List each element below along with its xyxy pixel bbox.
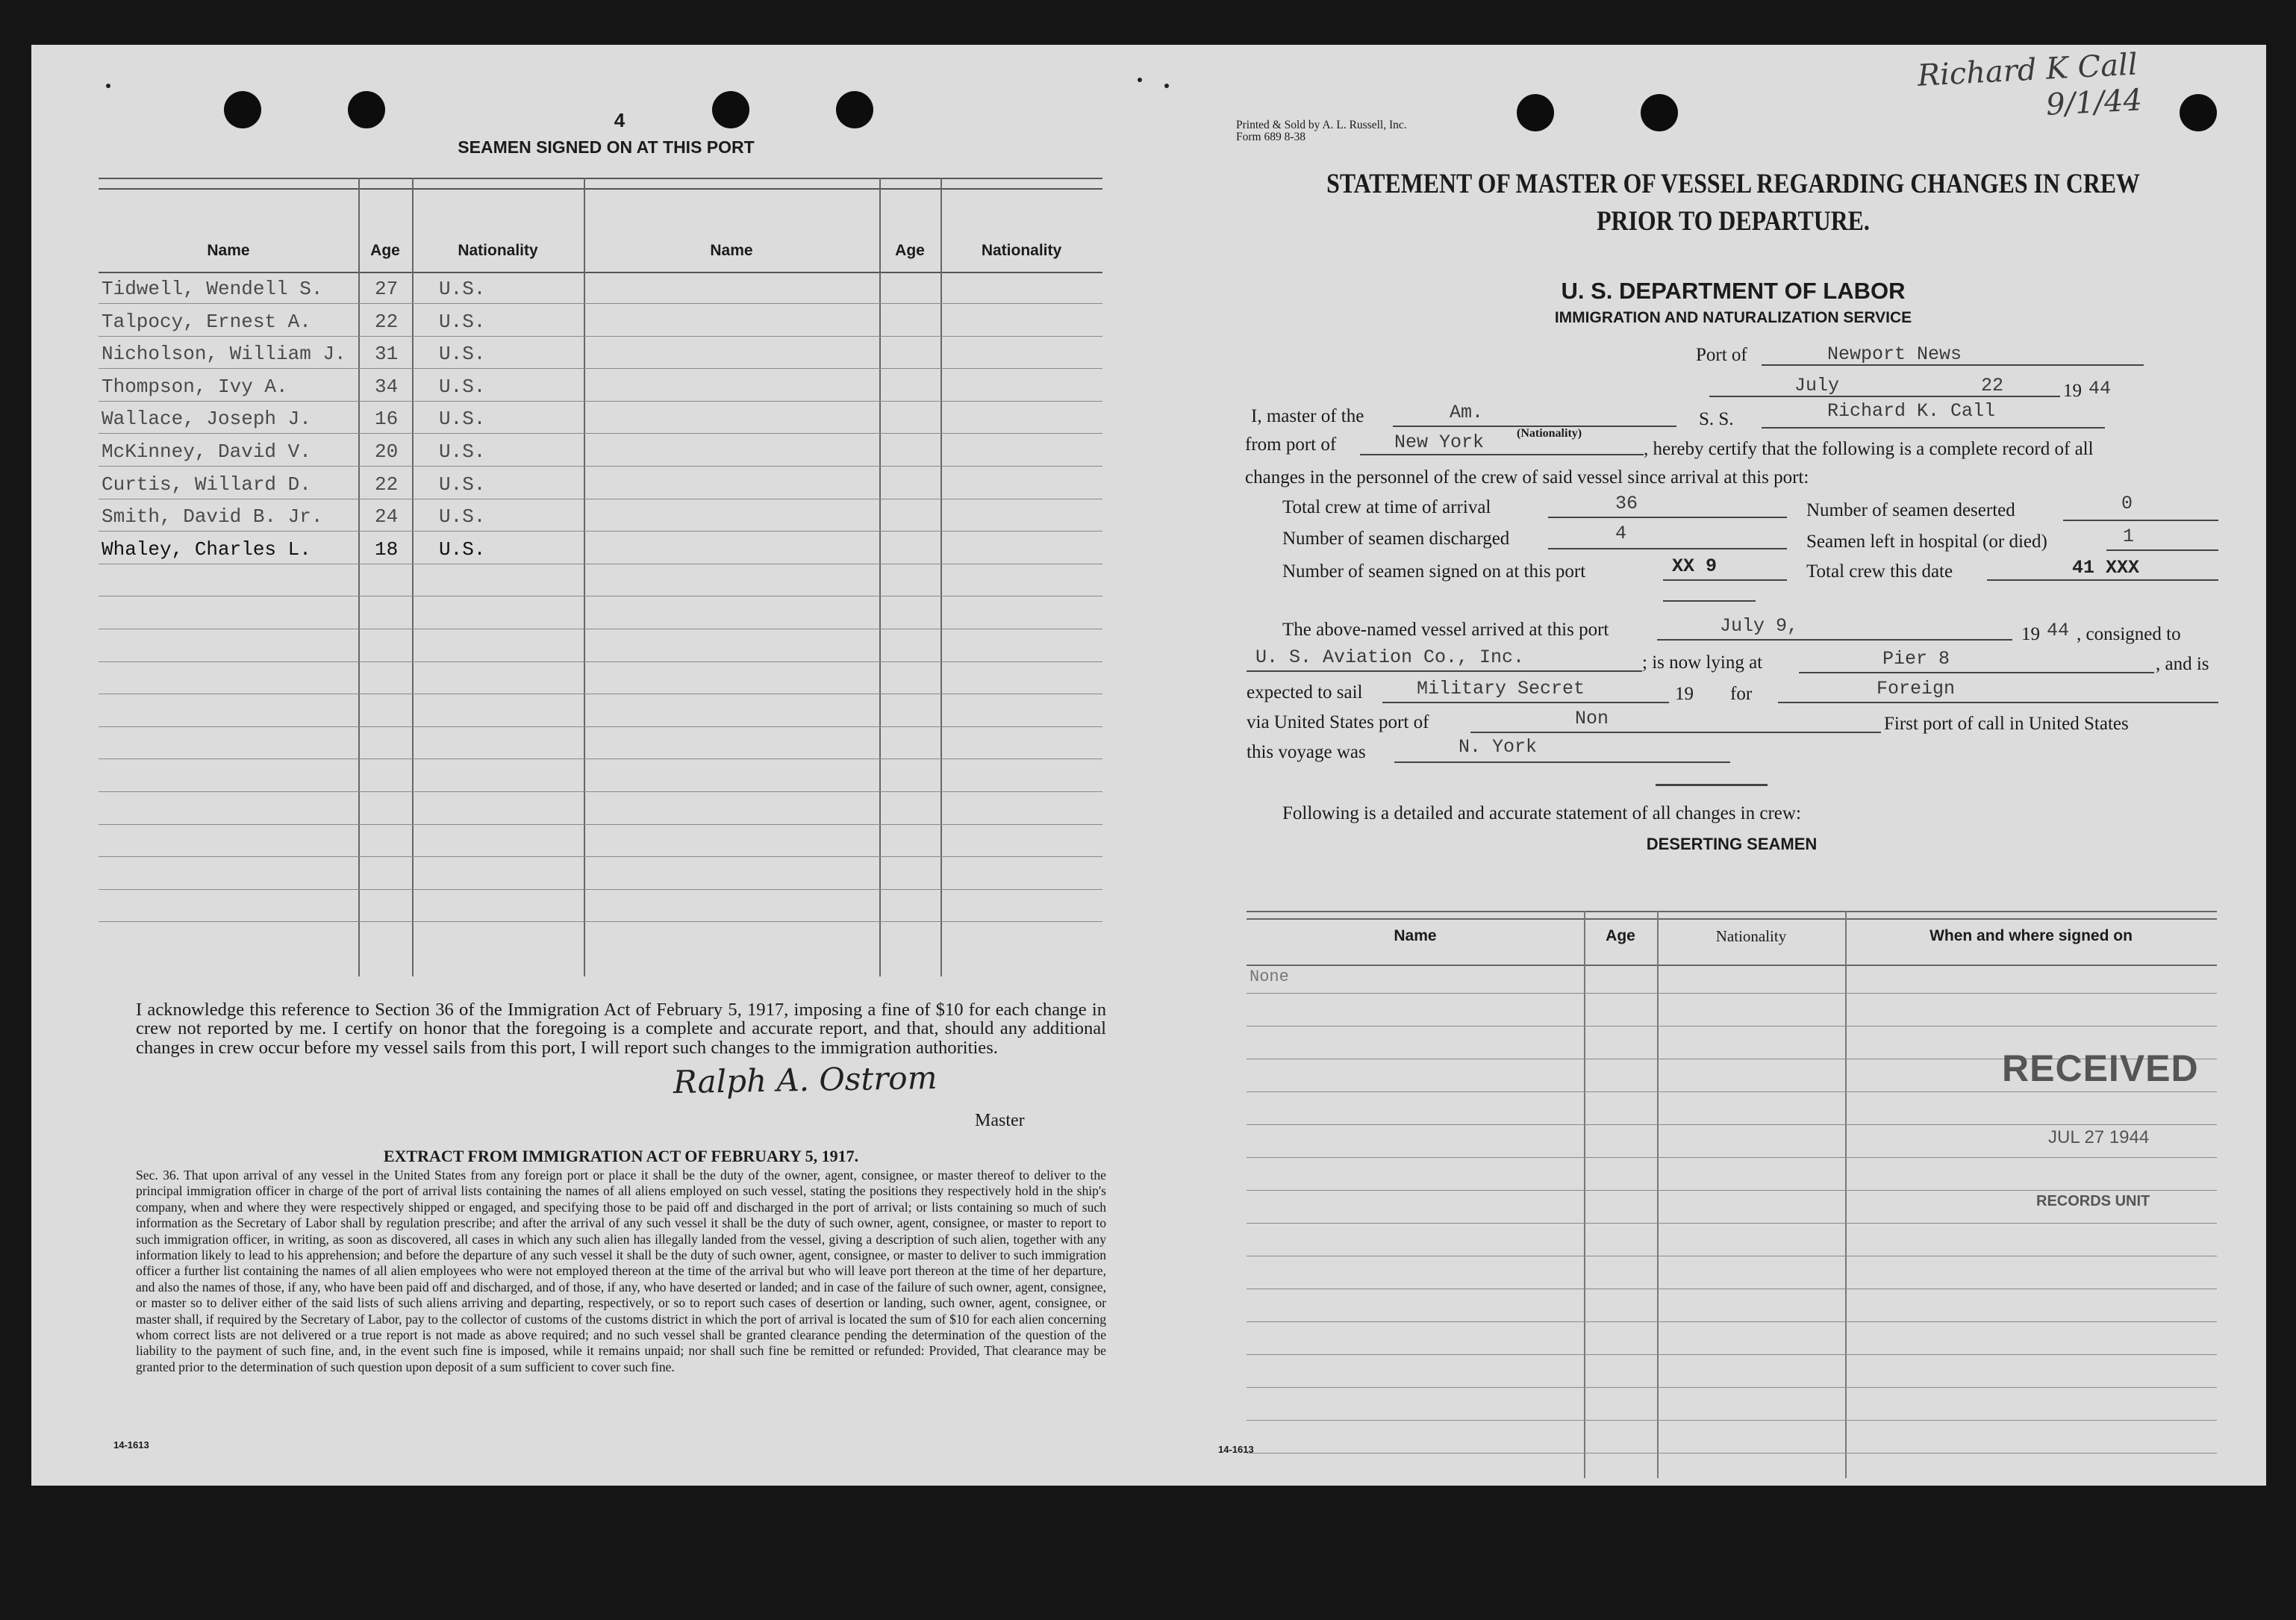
consignee-line (1247, 670, 1642, 672)
table-row (99, 469, 1102, 502)
col-header-nationality-2: Nationality (981, 242, 1062, 259)
deserted-value: 0 (2121, 493, 2133, 514)
form-title-line-2: PRIOR TO DEPARTURE. (1597, 206, 1870, 237)
ship-name-line (1762, 427, 2105, 429)
discharged-value: 4 (1615, 523, 1627, 544)
table-row (99, 501, 1102, 534)
following-text: Following is a detailed and accurate statement of all changes in crew: (1282, 803, 1801, 823)
date-day: 22 (1981, 375, 2004, 396)
arrived-line (1657, 639, 2012, 641)
crew-nationality: U.S. (439, 278, 486, 300)
signed-on-line (1663, 579, 1787, 581)
date-line (1709, 396, 2060, 397)
port-value: Newport News (1827, 343, 1962, 365)
crew-age: 20 (375, 440, 399, 463)
handwritten-ship-name: Richard K Call (1916, 47, 2139, 93)
signed-on-value: XX 9 (1672, 555, 1718, 577)
deserted-line (2063, 520, 2218, 521)
hospital-value: 1 (2123, 526, 2135, 547)
table-rule (1247, 1091, 2217, 1092)
for-value: Foreign (1877, 678, 1956, 700)
service-name: IMMIGRATION AND NATURALIZATION SERVICE (1554, 309, 1912, 326)
expected-line (1382, 702, 1669, 703)
ss-label: S. S. (1699, 409, 1734, 429)
crew-name: Talpocy, Ernest A. (102, 310, 311, 333)
table-rule (99, 758, 1102, 759)
consignee-value: U. S. Aviation Co., Inc. (1255, 647, 1525, 668)
dust-speck (106, 84, 110, 88)
table-rule (99, 661, 1102, 662)
table-rule (99, 824, 1102, 825)
arrived-label: The above-named vessel arrived at this port (1282, 620, 1609, 640)
expected-value: Military Secret (1417, 678, 1585, 700)
crew-name: McKinney, David V. (102, 440, 311, 463)
crew-name: Tidwell, Wendell S. (102, 278, 323, 300)
table-rule (99, 921, 1102, 922)
date-month: July (1794, 375, 1840, 396)
crew-name: Curtis, Willard D. (102, 473, 311, 496)
consigned-label: , consigned to (2077, 624, 2181, 644)
table-rule (1247, 1420, 2217, 1421)
punch-hole (1517, 94, 1554, 131)
received-stamp-date: JUL 27 1944 (2048, 1127, 2150, 1147)
signed-on-double-line (1663, 600, 1756, 602)
this-voyage-label: this voyage was (1247, 742, 1366, 762)
col-header-when-where: When and where signed on (1930, 927, 2133, 944)
crew-nationality: U.S. (439, 375, 486, 398)
total-crew-arrival-line (1548, 517, 1787, 518)
crew-age: 24 (375, 505, 399, 529)
table-row (99, 436, 1102, 469)
page-number: 4 (614, 109, 626, 131)
crew-age: 22 (375, 310, 399, 333)
hospital-line (2106, 549, 2218, 551)
col-header-name: Name (1394, 927, 1437, 944)
col-header-nationality: Nationality (458, 242, 538, 259)
table-rule (1247, 1190, 2217, 1191)
ship-name-value: Richard K. Call (1827, 400, 1996, 422)
punch-hole (836, 91, 873, 128)
total-crew-arrival-label: Total crew at time of arrival (1282, 497, 1491, 517)
table-rule (99, 726, 1102, 727)
total-crew-arrival-value: 36 (1615, 493, 1638, 514)
master-of-label: I, master of the (1251, 406, 1364, 426)
table-row (99, 534, 1102, 567)
printer-credit (1236, 119, 1407, 143)
col-header-name: Name (207, 242, 250, 259)
crew-age: 18 (375, 538, 399, 561)
master-signature: Ralph A. Ostrom (673, 1059, 938, 1101)
punch-hole (712, 91, 749, 128)
col-header-age: Age (370, 242, 400, 259)
total-crew-date-label: Total crew this date (1806, 561, 1953, 582)
left-heading: SEAMEN SIGNED ON AT THIS PORT (458, 137, 755, 157)
table-row (99, 403, 1102, 436)
total-crew-date-value: 41 XXX (2072, 557, 2140, 579)
crew-nationality: U.S. (439, 440, 486, 463)
punch-hole (2180, 94, 2217, 131)
for-line (1778, 702, 2218, 703)
expected-year: 19 (1675, 684, 1694, 704)
from-port-line (1360, 454, 1644, 455)
via-label: via United States port of (1247, 712, 1429, 732)
crew-nationality: U.S. (439, 505, 486, 529)
deserting-heading: DESERTING SEAMEN (1646, 835, 1818, 853)
punch-hole (348, 91, 385, 128)
certify-text: , hereby certify that the following is a complete record of all (1644, 439, 2094, 459)
port-label: Port of (1696, 345, 1747, 365)
crew-nationality: U.S. (439, 473, 486, 496)
first-port-label: First port of call in United States (1884, 714, 2129, 734)
seamen-signed-on-table (99, 178, 1102, 976)
acknowledgement-text: I acknowledge this reference to Section 36 of the Immigration Act of February 5, 1917, imposing a fine of $10 for each change in crew not reported by me. I certify on honor that the foregoing is a complete and accurate report, and that, should any additional changes in crew occur before my vessel sails from this port, I will report such changes to the immigration authorities. (136, 1000, 1106, 1058)
table-rule (99, 856, 1102, 857)
crew-age: 31 (375, 343, 399, 366)
table-rule (99, 889, 1102, 890)
table-rule (1247, 1223, 2217, 1224)
deserted-label: Number of seamen deserted (1806, 500, 2015, 520)
this-voyage-value: N. York (1459, 736, 1538, 758)
nationality-value: Am. (1450, 402, 1484, 423)
dust-speck (1138, 78, 1142, 82)
form-number: Form 689 8-38 (1236, 131, 1305, 143)
this-voyage-line (1394, 761, 1730, 763)
received-stamp: RECEIVED (2002, 1047, 2199, 1089)
table-rule (1247, 993, 2217, 994)
from-port-value: New York (1394, 432, 1485, 453)
document-sheet (31, 45, 2266, 1486)
first-entry-value: None (1250, 968, 1289, 986)
date-year-prefix: 19 (2063, 381, 2082, 401)
right-form-code: 14-1613 (1218, 1444, 1254, 1455)
arrived-year-suffix: 44 (2047, 620, 2070, 641)
crew-age: 22 (375, 473, 399, 496)
crew-name: Smith, David B. Jr. (102, 505, 323, 529)
crew-name: Nicholson, William J. (102, 343, 346, 366)
and-is-label: , and is (2156, 654, 2209, 674)
form-title (1316, 166, 2150, 240)
table-row (99, 306, 1102, 339)
table-rule (1247, 1124, 2217, 1125)
crew-nationality: U.S. (439, 538, 486, 561)
via-value: Non (1575, 708, 1609, 729)
arrived-value: July 9, (1720, 615, 1799, 637)
table-row (99, 273, 1102, 306)
via-line (1470, 732, 1881, 733)
changes-text: changes in the personnel of the crew of said vessel since arrival at this port: (1245, 467, 1809, 487)
arrived-year-prefix: 19 (2021, 624, 2040, 644)
from-port-label: from port of (1245, 434, 1337, 455)
discharged-label: Number of seamen discharged (1282, 529, 1510, 549)
handwritten-note (1917, 46, 2143, 130)
hospital-label: Seamen left in hospital (or died) (1806, 532, 2047, 552)
table-row (99, 338, 1102, 371)
crew-name: Whaley, Charles L. (102, 538, 311, 561)
crew-nationality: U.S. (439, 310, 486, 333)
crew-age: 34 (375, 375, 399, 398)
crew-nationality: U.S. (439, 343, 486, 366)
department-name: U. S. DEPARTMENT OF LABOR (1561, 278, 1906, 304)
master-label: Master (975, 1111, 1025, 1130)
section-divider (1656, 784, 1768, 786)
table-rule (1247, 1321, 2217, 1322)
punch-hole (1641, 94, 1678, 131)
form-title-line-1: STATEMENT OF MASTER OF VESSEL REGARDING CHANGES IN CREW (1326, 169, 2140, 199)
table-rule (1247, 1157, 2217, 1158)
extract-title: EXTRACT FROM IMMIGRATION ACT OF FEBRUARY 5, 1917. (383, 1147, 859, 1165)
discharged-line (1548, 548, 1787, 549)
total-crew-date-line (1987, 579, 2218, 581)
table-rule (99, 791, 1102, 792)
col-header-name-2: Name (710, 242, 753, 259)
table-row (99, 371, 1102, 404)
crew-age: 27 (375, 278, 399, 300)
dust-speck (1164, 84, 1169, 88)
printer-line: Printed & Sold by A. L. Russell, Inc. (1236, 119, 1407, 131)
signed-on-label: Number of seamen signed on at this port (1282, 561, 1586, 582)
col-header-age: Age (1606, 927, 1635, 944)
punch-hole (224, 91, 261, 128)
col-header-age-2: Age (895, 242, 925, 259)
col-header-nationality: Nationality (1715, 927, 1787, 945)
lying-label: ; is now lying at (1642, 652, 1763, 673)
crew-name: Wallace, Joseph J. (102, 408, 311, 431)
date-year-suffix: 44 (2088, 378, 2112, 399)
crew-age: 16 (375, 408, 399, 431)
crew-nationality: U.S. (439, 408, 486, 431)
lying-value: Pier 8 (1882, 648, 1950, 670)
left-form-code: 14-1613 (113, 1439, 149, 1451)
handwritten-date: 9/1/44 (2045, 83, 2144, 122)
expected-label: expected to sail (1247, 682, 1363, 702)
table-rule (1247, 1387, 2217, 1388)
extract-statute-text: Sec. 36. That upon arrival of any vessel in the United States from any foreign port or place it shall be the duty of the owner, agent, consignee, or master thereof to deliver to the principal immigration officer in charge of the port of arrival lists containing the names of all aliens employed on such vessel, stating the positions they respectively hold in the ship's company, when and where they were respectively shipped or engaged, and specifying those to be paid off and discharged in the port of arrival; or lists containing so much of such information as the Secretary of Labor shall by regulation prescribe; and after the arrival of any such vessel it shall be the duty of such owner, agent, consignee, or master to report to such immigration officer, in writing, as soon as discovered, all cases in which any such alien has illegally landed from the vessel, giving a description of such alien, together with any information likely to lead to his apprehension; and before the departure of any such vessel it shall be the duty of such owner, agent, consignee, or master to deliver to such immigration officer a further list containing the names of all alien employees who were not employed thereon at the time of the arrival but who will leave port thereon at the time of her departure, and also the names of those, if any, who have been paid off and discharged, and of those, if any, who have deserted or landed; and in case of the failure of such owner, agent, consignee, or master so to deliver either of the said lists of such aliens arriving and departing, respectively, or so to report such cases of desertion or landing, such owner, agent, consignee, or master shall, if required by the Secretary of Labor, pay to the collector of customs of the customs district in which the port of arrival is located the sum of $10 for each alien concerning whom correct lists are not delivered or a true report is not made as above required; and no such vessel shall be granted clearance pending the determination of the question of the liability to the payment of such fine, and, in the event such fine is imposed, while it remains unpaid; nor shall such fine be remitted or refunded: Provided, That clearance may be granted prior to the determination of such question upon deposit of a sum sufficient to cover such fine. (136, 1168, 1106, 1374)
lying-line (1799, 672, 2154, 673)
crew-name: Thompson, Ivy A. (102, 375, 288, 398)
for-label: for (1730, 684, 1753, 704)
table-rule (1247, 1354, 2217, 1355)
received-stamp-unit: RECORDS UNIT (2036, 1193, 2150, 1209)
table-rule (1247, 1453, 2217, 1454)
nationality-hint: (Nationality) (1517, 427, 1582, 440)
